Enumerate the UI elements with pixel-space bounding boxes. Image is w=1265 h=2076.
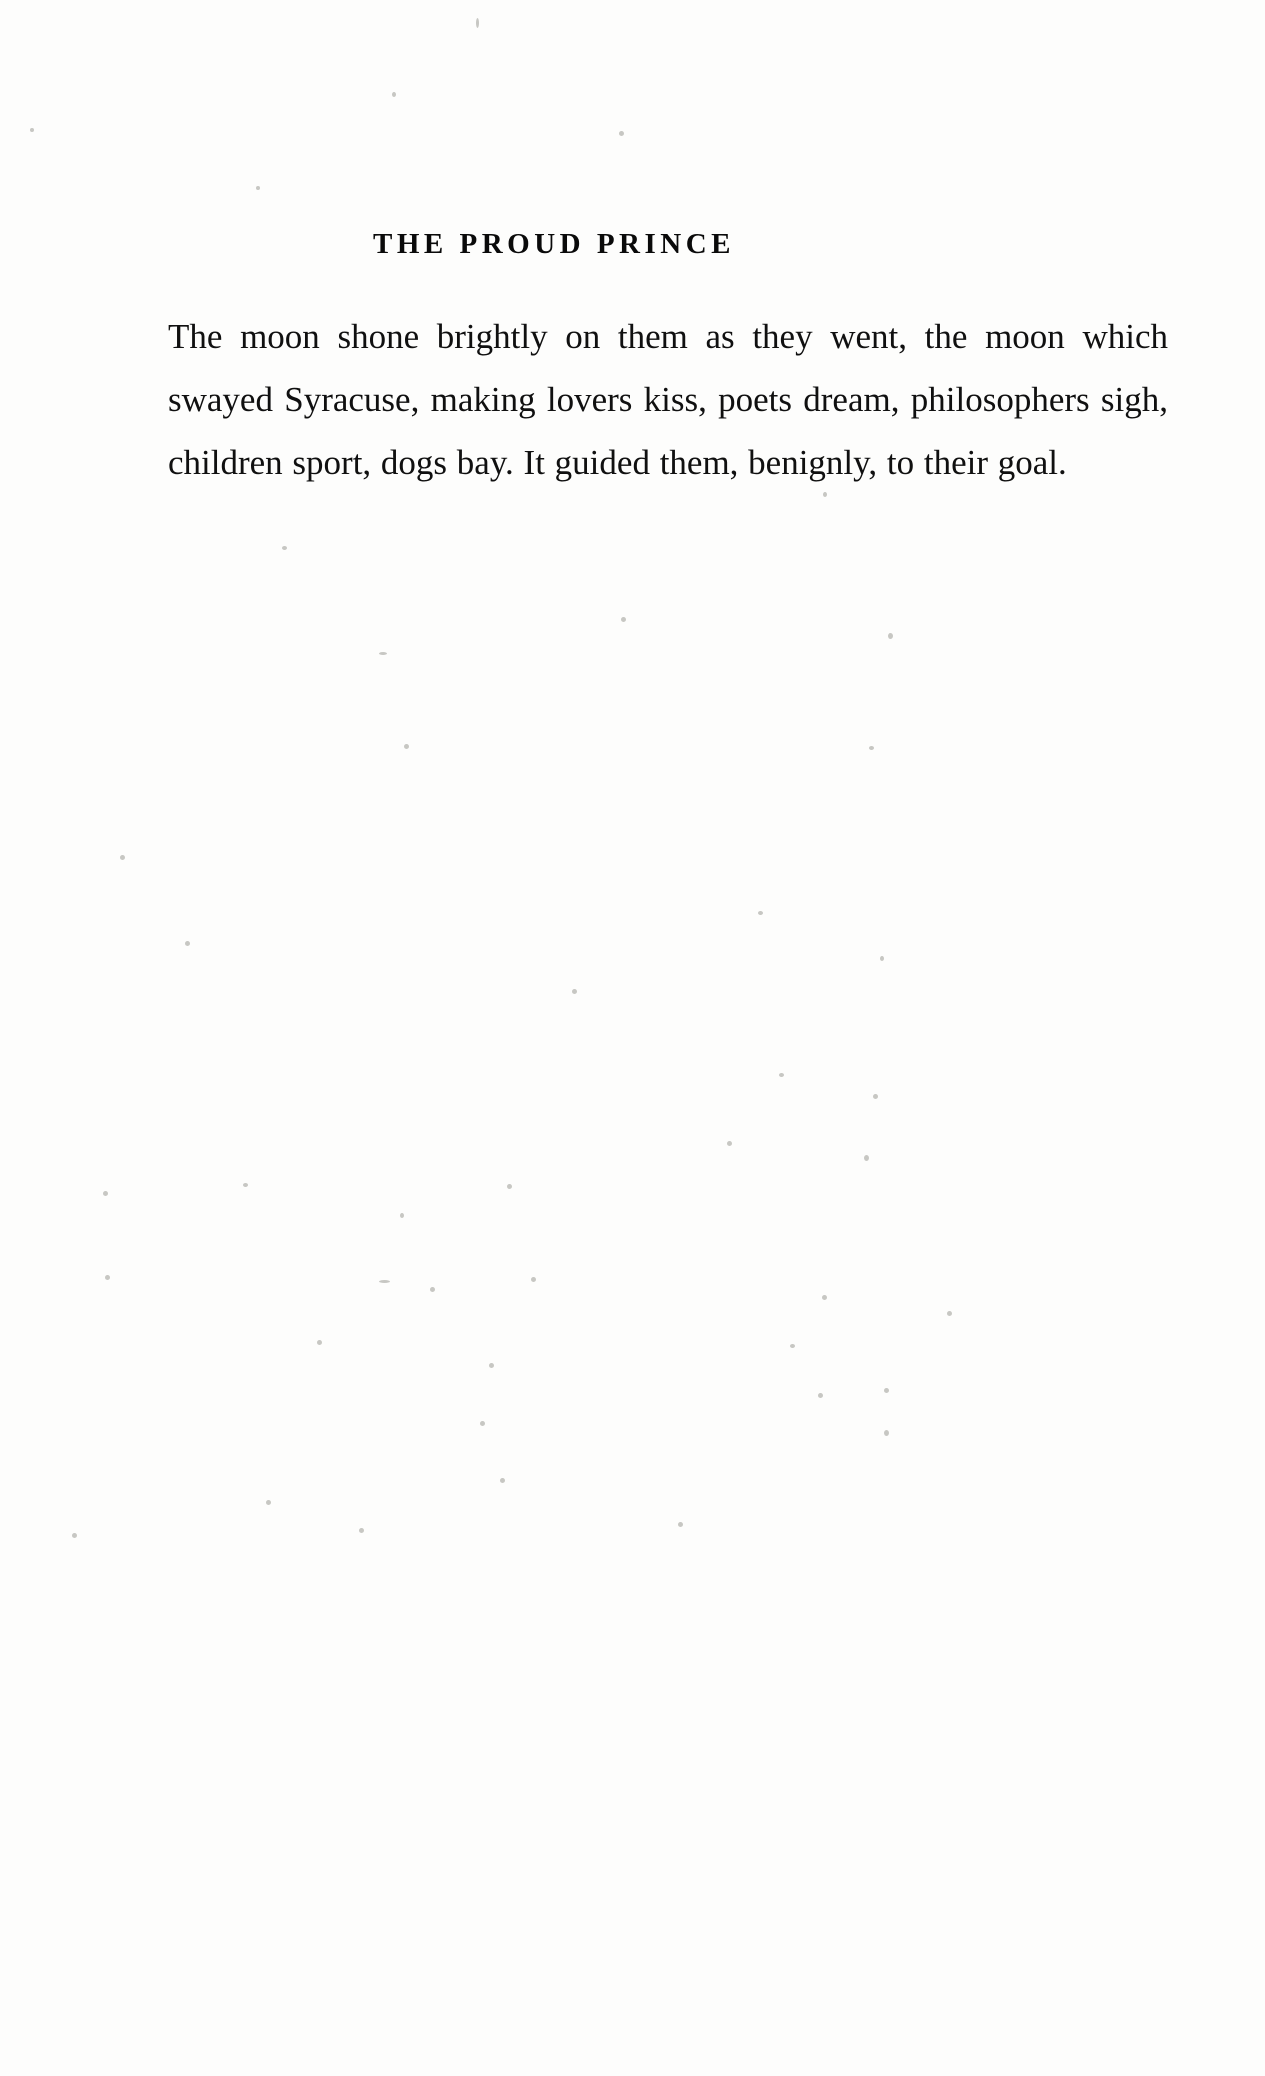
page-content <box>168 228 1168 494</box>
running-head: THE PROUD PRINCE <box>372 228 735 260</box>
body-paragraph: The moon shone brightly on them as they went, the moon which swayed Syracuse, making lovers kiss, poets dream, philosophers sigh, children sport, dogs bay. It guided them, benignly, to their goal. <box>168 317 1168 482</box>
